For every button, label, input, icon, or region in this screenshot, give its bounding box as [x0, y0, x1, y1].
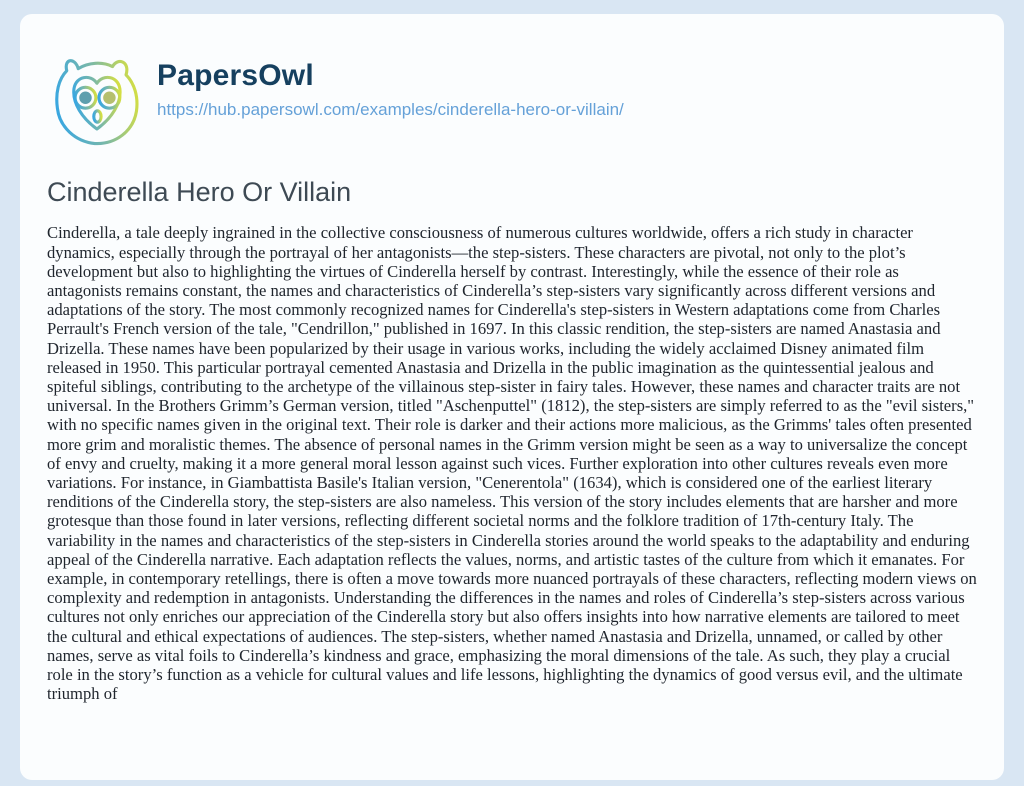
- papersowl-owl-logo-icon: [47, 52, 151, 156]
- content-card: [20, 14, 1004, 780]
- source-url-link[interactable]: https://hub.papersowl.com/examples/cinderella-hero-or-villain/: [157, 100, 624, 119]
- header: [47, 54, 976, 156]
- essay-body: Cinderella, a tale deeply ingrained in the collective consciousness of numerous cultures worldwide, offers a rich study in character dynamics, especially through the portrayal of her antagonists—the step-sisters. These characters are pivotal, not only to the plot’s development but also to highlighting the virtues of Cinderella herself by contrast. Interestingly, while the essence of their role as antagonists remains constant, the names and characteristics of Cinderella’s step-sisters vary significantly across different versions and adaptations of the story. The most commonly recognized names for Cinderella's step-sisters in Western adaptations come from Charles Perrault's French version of the tale, "Cendrillon," published in 1697. In this classic rendition, the step-sisters are named Anastasia and Drizella. These names have been popularized by their usage in various works, including the widely acclaimed Disney animated film released in 1950. This particular portrayal cemented Anastasia and Drizella in the public imagination as the quintessential jealous and spiteful siblings, contributing to the archetype of the villainous step-sister in fairy tales. However, these names and character traits are not universal. In the Brothers Grimm’s German version, titled "Aschenputtel" (1812), the step-sisters are simply referred to as the "evil sisters," with no specific names given in the original text. Their role is darker and their actions more malicious, as the Grimms' tales often presented more grim and moralistic themes. The absence of personal names in the Grimm version might be seen as a way to universalize the concept of envy and cruelty, making it a more general moral lesson against such vices. Further exploration into other cultures reveals even more variations. For instance, in Giambattista Basile's Italian version, "Cenerentola" (1634), which is considered one of the earliest literary renditions of the Cinderella story, the step-sisters are also nameless. This version of the story includes elements that are harsher and more grotesque than those found in later versions, reflecting different societal norms and the folklore tradition of 17th-century Italy. The variability in the names and characteristics of the step-sisters in Cinderella stories around the world speaks to the adaptability and enduring appeal of the Cinderella narrative. Each adaptation reflects the values, norms, and artistic tastes of the culture from which it emanates. For example, in contemporary retellings, there is often a move towards more nuanced portrayals of these characters, reflecting modern views on complexity and redemption in antagonists. Understanding the differences in the names and roles of Cinderella’s step-sisters across various cultures not only enriches our appreciation of the Cinderella story but also offers insights into how narrative elements are tailored to meet the cultural and ethical expectations of audiences. The step-sisters, whether named Anastasia and Drizella, unnamed, or called by other names, serve as vital foils to Cinderella’s kindness and grace, emphasizing the moral dimensions of the tale. As such, they play a crucial role in the story’s function as a vehicle for cultural values and life lessons, highlighting the dynamics of good versus evil, and the ultimate triumph of: [47, 223, 977, 704]
- header-text: [157, 54, 624, 120]
- brand-name: PapersOwl: [157, 59, 314, 92]
- page-title: Cinderella Hero Or Villain: [47, 177, 352, 207]
